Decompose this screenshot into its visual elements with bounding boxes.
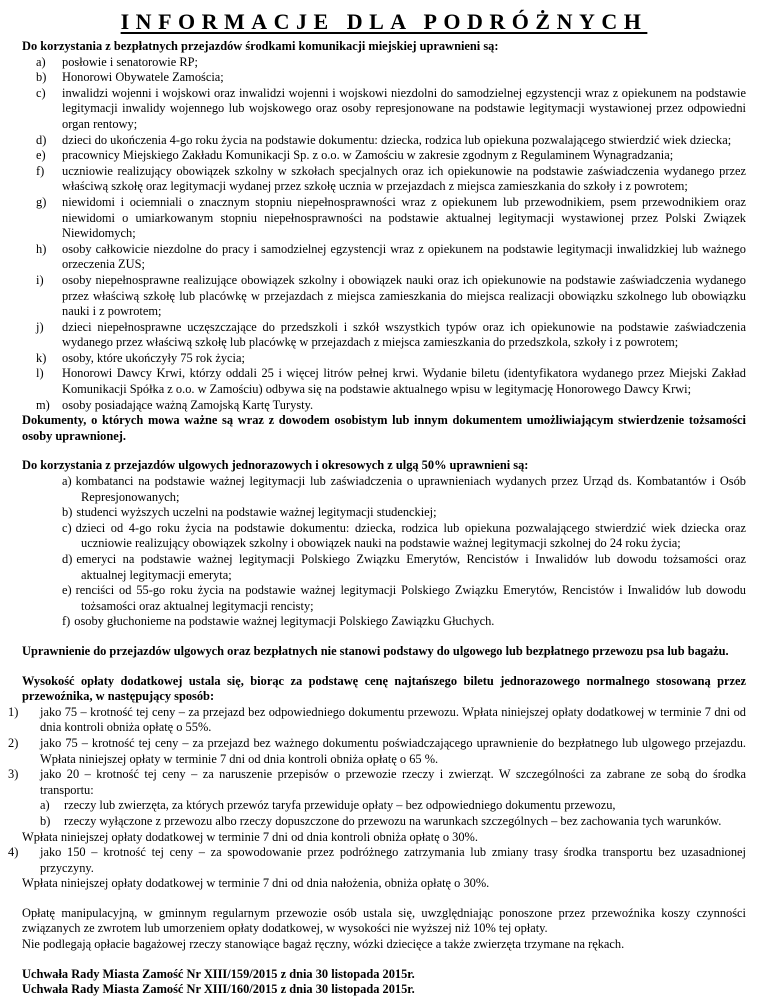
list-item: l) Honorowi Dawcy Krwi, którzy oddali 25 i więcej litrów pełnej krwi. Wydanie biletu (identyfikatora wydanego przez Miejski Zakład Komunikacji Spółka z o.o. w Zamościu) odbywa się na podstawie aktualnego wpisu w legitymację Honorowego Dawcy Krwi; [36,366,746,397]
document-page [8,8,746,998]
list-item: d) emeryci na podstawie ważnej legitymacji Polskiego Związku Emerytów, Rencistów i Inwalidów lub dowodu tożsamości oraz aktualnej legitymacji emeryta; [62,552,746,582]
list-item: b) studenci wyższych uczelni na podstawie ważnej legitymacji studenckiej; [62,505,437,520]
list-item: 3) jako 20 – krotność tej ceny – za naruszenie przepisów o przewozie rzeczy i zwierząt. W szczególności za zabrane ze sobą do środka transportu: [8,767,746,797]
list-item: a) rzeczy lub zwierzęta, za których przewóz taryfa przewiduje opłaty – bez odpowiedniego dokumentu przewozu, [40,798,616,813]
list-item: m) osoby posiadające ważną Zamojską Kartę Turysty. [36,397,314,412]
fee-note: Wpłata niniejszej opłaty dodatkowej w terminie 7 dni od dnia nałożenia, obniża opłatę o 30%. [22,876,490,891]
list-item: e) renciści od 55-go roku życia na podstawie ważnej legitymacji Polskiego Związku Emerytów, Rencistów i Inwalidów lub dowodu tożsamości oraz aktualnej legitymacji rencisty; [62,583,746,613]
list-item: 1) jako 75 – krotność tej ceny – za przejazd bez odpowiedniego dokumentu przewozu. Wpłata niniejszej opłaty dodatkowej w terminie 7 dni od dnia kontroli obniża opłatę o 55%. [8,704,746,735]
list-item: b) Honorowi Obywatele Zamościa; [36,70,224,85]
list-item: i) osoby niepełnosprawne realizujące obowiązek szkolny i obowiązek nauki oraz ich opiekunowie na podstawie zaświadczenia wydanego przez właściwą szkołę lub placówkę w przejazdach z miejsca zamieszkania do miejsca realizacji obowiązku szkolnego lub obowiązku nauki i z powrotem; [36,272,746,319]
list-item: 4) jako 150 – krotność tej ceny – za spowodowanie przez podróżnego zatrzymania lub zmiany trasy środka transportu bez uzasadnionej przyczyny. [8,845,746,875]
list-item: c) dzieci od 4-go roku życia na podstawie dokumentu: dziecka, rodzica lub opiekuna pozwalającego stwierdzić wiek dziecka oraz uczniowie realizujący obowiązek szkolny i obowiązek nauki na podstawie ważnej legitymacji szkolnej do 24 roku życia; [62,520,746,551]
free-travel-heading: Do korzystania z bezpłatnych przejazdów środkami komunikacji miejskiej uprawnieni są: [22,39,499,53]
list-item: d) dzieci do ukończenia 4-go roku życia na podstawie dokumentu: dziecka, rodzica lub opiekuna pozwalającego stwierdzić wiek dziecka; [36,132,732,147]
discount-travel-list [34,474,746,630]
fees-section [8,673,746,892]
discount-travel-section [22,458,746,630]
handling-paragraph: Nie podlegają opłacie bagażowej rzeczy stanowiące bagaż ręczny, wózki dziecięce a także zwierzęta trzymane na rękach. [22,937,625,952]
list-item: e) pracownicy Miejskiego Zakładu Komunikacji Sp. z o.o. w Zamościu w zakresie zgodnym z Regulaminem Wynagradzania; [36,148,674,163]
resolution-line: Uchwała Rady Miasta Zamość Nr XIII/160/2015 z dnia 30 listopada 2015r. [22,982,415,997]
list-item: b) rzeczy wyłączone z przewozu albo rzeczy dopuszczone do przewozu na warunkach szczególnych – bez zachowania tych warunków. [40,813,722,828]
resolution-line: Uchwała Rady Miasta Zamość Nr XIII/159/2015 z dnia 30 listopada 2015r. [22,966,415,981]
list-item: j) dzieci niepełnosprawne uczęszczające do przedszkoli i szkół wszystkich typów oraz ich opiekunowie na podstawie zaświadczenia wydanego przez właściwą szkołę lub placówkę w przejazdach z miejsca zamieszkania do przedszkola, szkoły i z powrotem; [36,319,746,350]
notice: Uprawnienie do przejazdów ulgowych oraz bezpłatnych nie stanowi podstawy do ulgowego lub bezpłatnego przewozu psa lub bagażu. [22,643,729,658]
list-item: f) uczniowie realizujący obowiązek szkolny w szkołach specjalnych oraz ich opiekunowie na podstawie zaświadczenia wydanego przez właściwą szkołę oraz legitymacji wydanej przez szkołę ucznia w przejazdach z miejsca zamieszkania do szkoły i z powrotem; [36,163,746,194]
free-travel-note: Dokumenty, o których mowa ważne są wraz z dowodem osobistym lub innym dokumentem umożliwiającym stwierdzenie tożsamości osoby uprawnionej. [22,413,746,443]
list-item: a) posłowie i senatorowie RP; [36,54,198,69]
resolutions [22,967,746,998]
list-item: h) osoby całkowicie niezdolne do pracy i samodzielnej egzystencji wraz z opiekunem na podstawie legitymacji inwalidzkiej lub ważnego orzeczenia ZUS; [36,241,746,272]
list-item: a) kombatanci na podstawie ważnej legitymacji lub zaświadczenia o uprawnieniach wydanych przez Urząd ds. Kombatantów i Osób Represjonowanych; [62,474,746,504]
free-travel-section [22,39,746,444]
fees-heading: Wysokość opłaty dodatkowej ustala się, biorąc za podstawę cenę najtańszego biletu jednorazowego normalnego stosowaną przez przewoźnika, w następujący sposób: [22,673,746,704]
list-item: c) inwalidzi wojenni i wojskowi oraz inwalidzi wojenni i wojskowi niezdolni do samodzielnej egzystencji wraz z opiekunem na podstawie legitymacji inwalidy wojennego lub wojskowego oraz osoby represjonowane na podstawie legitymacji wystawionej przez odpowiedni organ rentowy; [36,85,746,131]
handling-paragraph: Opłatę manipulacyjną, w gminnym regularnym przewozie osób ustala się, uwzględniając ponoszone przez przewoźnika koszy czynności związanych ze zwrotem lub umorzeniem opłaty dodatkowej, w wysokości nie wyższej niż 10% tej opłaty. [22,905,746,936]
page-title: INFORMACJE DLA PODRÓŻNYCH [120,9,648,34]
discount-travel-heading: Do korzystania z przejazdów ulgowych jednorazowych i okresowych z ulgą 50% uprawnieni są: [22,458,529,473]
fee-note: Wpłata niniejszej opłaty dodatkowej w terminie 7 dni od dnia kontroli obniża opłatę o 30%. [22,829,478,844]
handling-section [22,906,746,953]
list-item: 2) jako 75 – krotność tej ceny – za przejazd bez ważnego dokumentu poświadczającego uprawnienie do bezpłatnego lub ulgowego przejazdu. Wpłata niniejszej opłaty w terminie 7 dni od dnia kontroli obniża opłatę o 65 %. [8,735,746,766]
list-item: g) niewidomi i ociemniali o znacznym stopniu niepełnosprawności wraz z opiekunem lub przewodnikiem, psem przewodnikiem oraz niewidomi o umiarkowanym stopniu niepełnosprawności na podstawie aktualnej legitymacji wystawionej przez Polski Związek Niewidomych; [36,194,746,241]
free-travel-list [36,55,746,414]
list-item: k) osoby, które ukończyły 75 rok życia; [36,350,245,365]
list-item: f) osoby głuchonieme na podstawie ważnej legitymacji Polskiego Zawiązku Głuchych. [62,614,495,629]
